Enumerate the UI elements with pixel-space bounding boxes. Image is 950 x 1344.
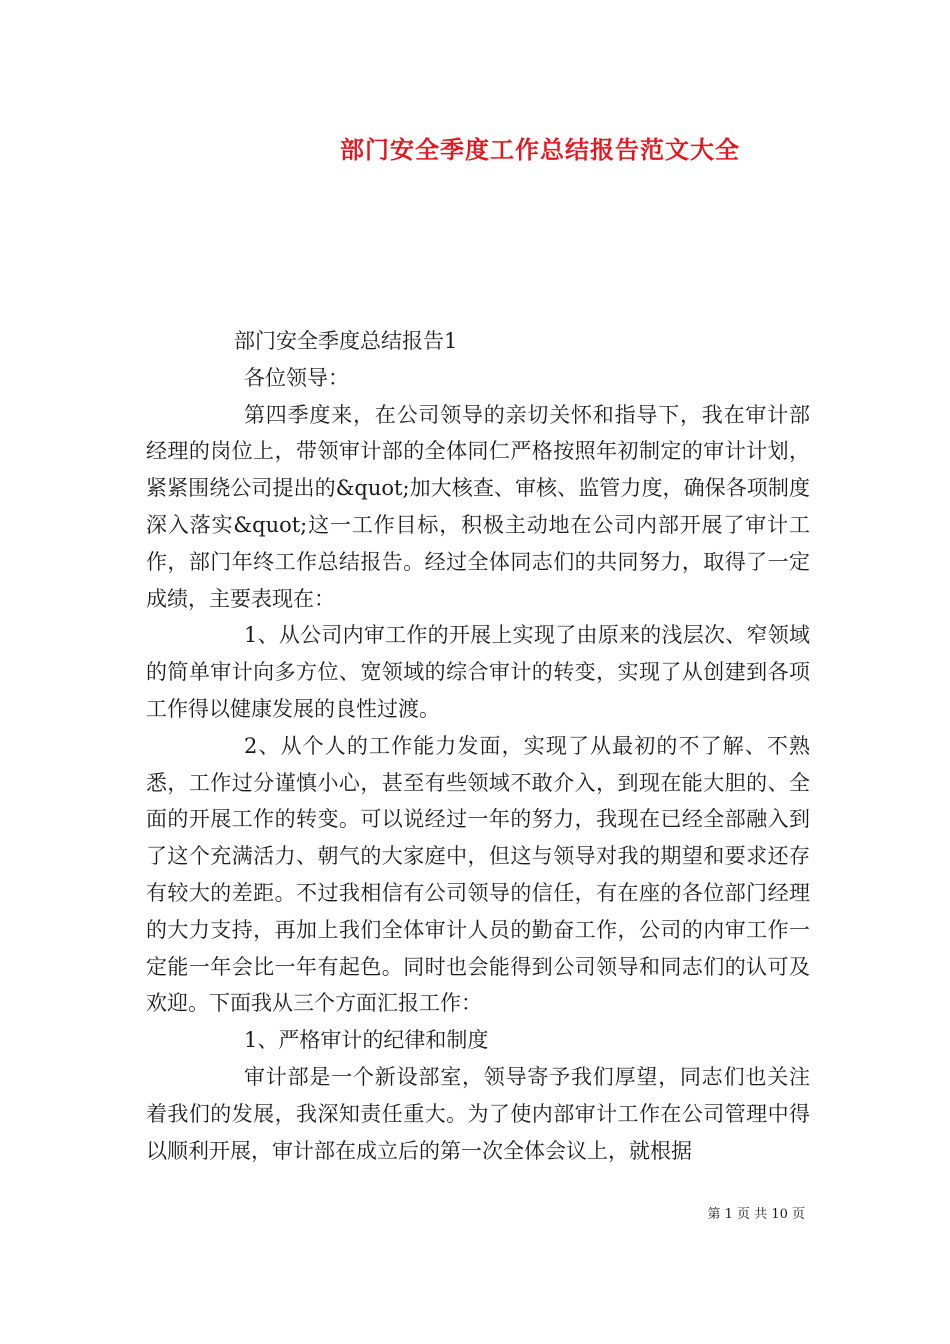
- paragraph: 第四季度来，在公司领导的亲切关怀和指导下，我在审计部经理的岗位上，带领审计部的全体同仁严格按照年初制定的审计计划，紧紧围绕公司提出的&quot;加大核查、审核、监管力度，确保各项制度深入落实&quot;这一工作目标，积极主动地在公司内部开展了审计工作，部门年终工作总结报告。经过全体同志们的共同努力，取得了一定成绩，主要表现在：: [146, 402, 810, 611]
- paragraph: 2、从个人的工作能力发面，实现了从最初的不了解、不熟悉，工作过分谨慎小心，甚至有些领域不敢介入，到现在能大胆的、全面的开展工作的转变。可以说经过一年的努力，我现在已经全部融入到了这个充满活力、朝气的大家庭中，但这与领导对我的期望和要求还存有较大的差距。不过我相信有公司领导的信任，有在座的各位部门经理的大力支持，再加上我们全体审计人员的勤奋工作，公司的内审工作一定能一年会比一年有起色。同时也会能得到公司领导和同志们的认可及欢迎。下面我从三个方面汇报工作：: [146, 733, 810, 1016]
- list-heading: 1、严格审计的纪律和制度: [244, 1028, 489, 1053]
- document-body: [146, 323, 810, 1169]
- document-title: 部门安全季度工作总结报告范文大全: [340, 136, 740, 164]
- section-heading: 部门安全季度总结报告1: [234, 329, 458, 353]
- paragraph: 1、从公司内审工作的开展上实现了由原来的浅层次、窄领域的简单审计向多方位、宽领域的综合审计的转变，实现了从创建到各项工作得以健康发展的良性过渡。: [146, 623, 810, 721]
- page-number: 第 1 页 共 10 页: [707, 1207, 805, 1222]
- paragraph: 审计部是一个新设部室，领导寄予我们厚望，同志们也关注着我们的发展，我深知责任重大。为了使内部审计工作在公司管理中得以顺利开展，审计部在成立后的第一次全体会议上，就根据: [146, 1064, 810, 1163]
- salutation: 各位领导：: [244, 365, 349, 390]
